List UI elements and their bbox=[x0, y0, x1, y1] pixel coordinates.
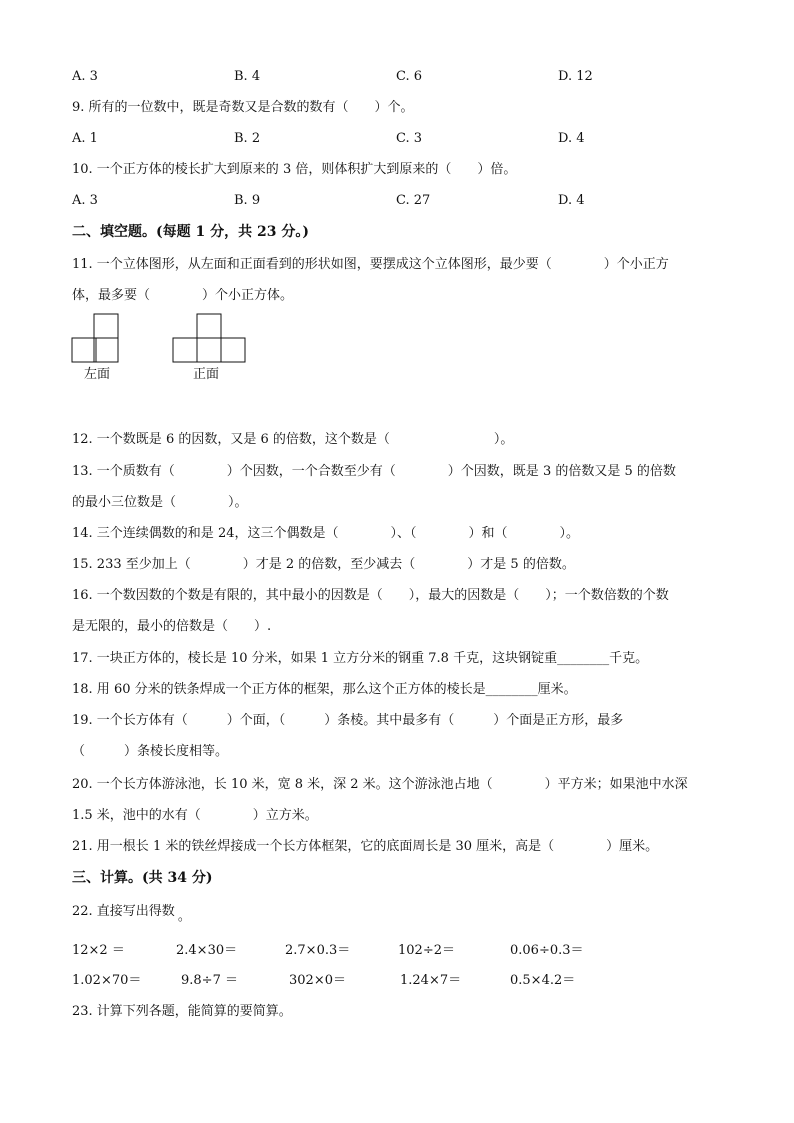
q10-option-a: A. 3 bbox=[72, 193, 98, 208]
q9-option-a: A. 1 bbox=[72, 131, 98, 146]
calc-cell: 2.7×0.3＝ bbox=[285, 943, 351, 958]
q23-text: 23. 计算下列各题，能简算的要简算。 bbox=[72, 1004, 292, 1019]
q13-line-2: 的最小三位数是（ ）。 bbox=[72, 495, 248, 510]
front-view-figure bbox=[171, 312, 249, 364]
q12-text: 12. 一个数既是 6 的因数，又是 6 的倍数，这个数是（ ）。 bbox=[72, 432, 514, 447]
q9-option-b: B. 2 bbox=[234, 131, 261, 146]
q13-line-1: 13. 一个质数有（ ）个因数，一个合数至少有（ ）个因数，既是 3 的倍数又是 5 的倍数 bbox=[72, 464, 676, 479]
left-view-label: 左面 bbox=[84, 367, 111, 382]
q16-line-2: 是无限的，最小的倍数是（ ）. bbox=[72, 619, 272, 634]
q21-text: 21. 用一根长 1 米的铁丝焊接成一个长方体框架，它的底面周长是 30 厘米，高是（ ）厘米。 bbox=[72, 839, 659, 854]
q16-line-1: 16. 一个数因数的个数是有限的，其中最小的因数是（ ），最大的因数是（ ）；一个数倍数的个数 bbox=[72, 588, 669, 603]
front-view-square-top bbox=[197, 314, 221, 338]
q20-line-1: 20. 一个长方体游泳池，长 10 米，宽 8 米，深 2 米。这个游泳池占地（ ）平方米；如果池中水深 bbox=[72, 777, 688, 792]
q8-option-b: B. 4 bbox=[234, 69, 261, 84]
q9-option-c: C. 3 bbox=[396, 131, 423, 146]
q8-option-c: C. 6 bbox=[396, 69, 423, 84]
q11-line-2: 体，最多要（ ）个小正方体。 bbox=[72, 288, 294, 303]
calc-cell: 1.02×70＝ bbox=[72, 973, 142, 988]
section-fill-in-title: 二、填空题。(每题 1 分，共 23 分。) bbox=[72, 224, 309, 240]
calc-cell: 2.4×30＝ bbox=[176, 943, 238, 958]
q22-dot: 。 bbox=[177, 909, 191, 924]
q9-option-d: D. 4 bbox=[558, 131, 585, 146]
q15-text: 15. 233 至少加上（ ）才是 2 的倍数，至少减去（ ）才是 5 的倍数。 bbox=[72, 557, 575, 572]
q10-text: 10. 一个正方体的棱长扩大到原来的 3 倍，则体积扩大到原来的（ ）倍。 bbox=[72, 162, 517, 177]
left-view-square-bottom-right bbox=[94, 338, 118, 362]
q8-option-d: D. 12 bbox=[558, 69, 593, 84]
section-calculation-title: 三、计算。(共 34 分) bbox=[72, 870, 213, 886]
calc-cell: 302×0＝ bbox=[289, 973, 346, 988]
front-view-label: 正面 bbox=[193, 367, 220, 382]
front-view-square-bottom-right bbox=[221, 338, 245, 362]
q17-text: 17. 一块正方体的，棱长是 10 分米，如果 1 立方分米的钢重 7.8 千克，这块钢锭重________千克。 bbox=[72, 651, 649, 666]
q10-option-d: D. 4 bbox=[558, 193, 585, 208]
front-view-square-bottom-left bbox=[173, 338, 197, 362]
q10-option-c: C. 27 bbox=[396, 193, 431, 208]
left-view-square-bottom-left bbox=[72, 338, 96, 362]
q19-line-1: 19. 一个长方体有（ ）个面，（ ）条棱。其中最多有（ ）个面是正方形，最多 bbox=[72, 713, 624, 728]
calc-cell: 1.24×7＝ bbox=[400, 973, 462, 988]
left-view-figure bbox=[70, 312, 124, 364]
q22-text bbox=[72, 903, 191, 924]
q10-option-b: B. 9 bbox=[234, 193, 261, 208]
calc-cell: 9.8÷7 ＝ bbox=[181, 973, 238, 988]
q9-text: 9. 所有的一位数中，既是奇数又是合数的数有（ ）个。 bbox=[72, 100, 414, 115]
q19-line-2: （ ）条棱长度相等。 bbox=[72, 744, 229, 759]
q18-text: 18. 用 60 分米的铁条焊成一个正方体的框架，那么这个正方体的棱长是________厘米。 bbox=[72, 682, 577, 697]
calc-cell: 0.5×4.2＝ bbox=[510, 973, 576, 988]
calc-cell: 12×2 ＝ bbox=[72, 943, 125, 958]
calc-cell: 0.06÷0.3＝ bbox=[510, 943, 584, 958]
q14-text: 14. 三个连续偶数的和是 24，这三个偶数是（ ）、（ ）和（ ）。 bbox=[72, 526, 579, 541]
q20-line-2: 1.5 米，池中的水有（ ）立方米。 bbox=[72, 808, 318, 823]
q22-label: 22. 直接写出得数 bbox=[72, 904, 175, 919]
q8-option-a: A. 3 bbox=[72, 69, 98, 84]
q11-line-1: 11. 一个立体图形，从左面和正面看到的形状如图，要摆成这个立体图形，最少要（ ）个小正方 bbox=[72, 257, 669, 272]
left-view-square-top bbox=[94, 314, 118, 338]
front-view-square-bottom-middle bbox=[197, 338, 221, 362]
calc-cell: 102÷2＝ bbox=[398, 943, 455, 958]
